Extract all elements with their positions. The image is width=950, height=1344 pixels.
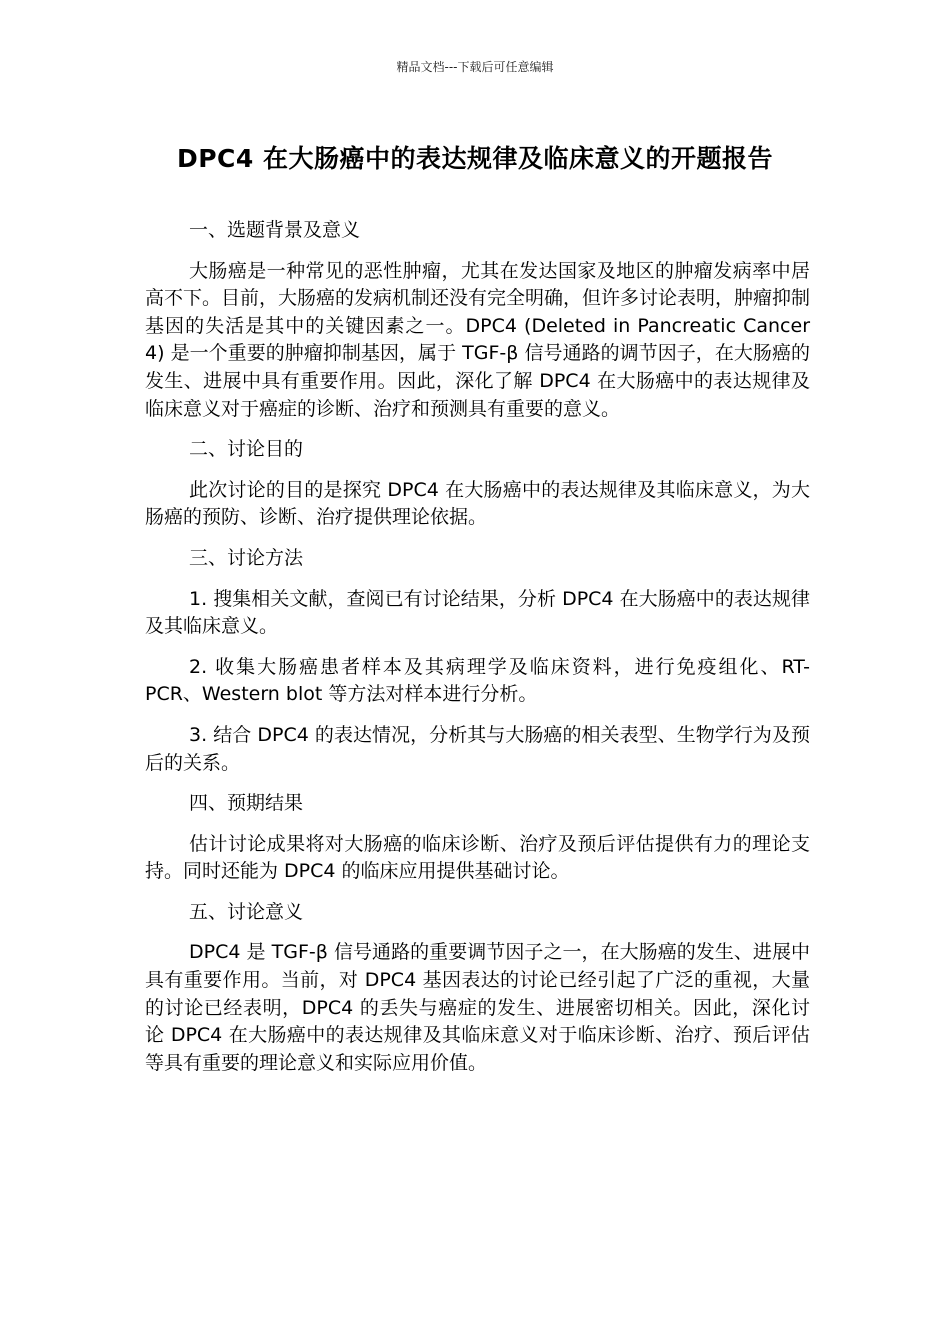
paragraph: DPC4 是 TGF-β 信号通路的重要调节因子之一，在大肠癌的发生、进展中具有重要作用。当前，对 DPC4 基因表达的讨论已经引起了广泛的重视，大量的讨论已经表明，DPC4 的丢失与癌症的发生、进展密切相关。因此，深化讨论 DPC4 在大肠癌中的表达规律及其临床意义对于临床诊断、治疗、预后评估等具有重要的理论意义和实际应用价值。: [145, 941, 810, 1074]
paragraph: 此次讨论的目的是探究 DPC4 在大肠癌中的表达规律及其临床意义，为大肠癌的预防、诊断、治疗提供理论依据。: [145, 478, 810, 529]
section-purpose: [145, 436, 810, 532]
section-expected-results: [145, 790, 810, 886]
header-note: 精品文档---下载后可任意编辑: [396, 60, 554, 74]
section-methods: [145, 545, 810, 777]
method-item: 1. 搜集相关文献，查阅已有讨论结果，分析 DPC4 在大肠癌中的表达规律及其临床意义。: [145, 587, 810, 638]
section-heading: 四、预期结果: [189, 792, 304, 815]
section-heading: 五、讨论意义: [189, 900, 304, 923]
section-significance: [145, 899, 810, 1078]
method-item: 2. 收集大肠癌患者样本及其病理学及临床资料，进行免疫组化、RT-PCR、Western blot 等方法对样本进行分析。: [145, 655, 810, 706]
paragraph: 大肠癌是一种常见的恶性肿瘤，尤其在发达国家及地区的肿瘤发病率中居高不下。目前，大肠癌的发病机制还没有完全明确，但许多讨论表明，肿瘤抑制基因的失活是其中的关键因素之一。DPC4 (Deleted in Pancreatic Cancer 4) 是一个重要的肿瘤抑制基因，属于 TGF-β 信号通路的调节因子，在大肠癌的发生、进展中具有重要作用。因此，深化了解 DPC4 在大肠癌中的表达规律及临床意义对于癌症的诊断、治疗和预测具有重要的意义。: [145, 259, 811, 420]
document-body: [145, 217, 810, 1090]
section-heading: 二、讨论目的: [189, 438, 304, 461]
paragraph: 估计讨论成果将对大肠癌的临床诊断、治疗及预后评估提供有力的理论支持。同时还能为 DPC4 的临床应用提供基础讨论。: [145, 832, 810, 883]
section-heading: 一、选题背景及意义: [189, 219, 361, 241]
section-heading: 三、讨论方法: [189, 546, 304, 569]
section-background: [145, 217, 810, 423]
document-title: DPC4 在大肠癌中的表达规律及临床意义的开题报告: [176, 144, 774, 173]
method-item: 3. 结合 DPC4 的表达情况，分析其与大肠癌的相关表型、生物学行为及预后的关系。: [145, 723, 810, 774]
